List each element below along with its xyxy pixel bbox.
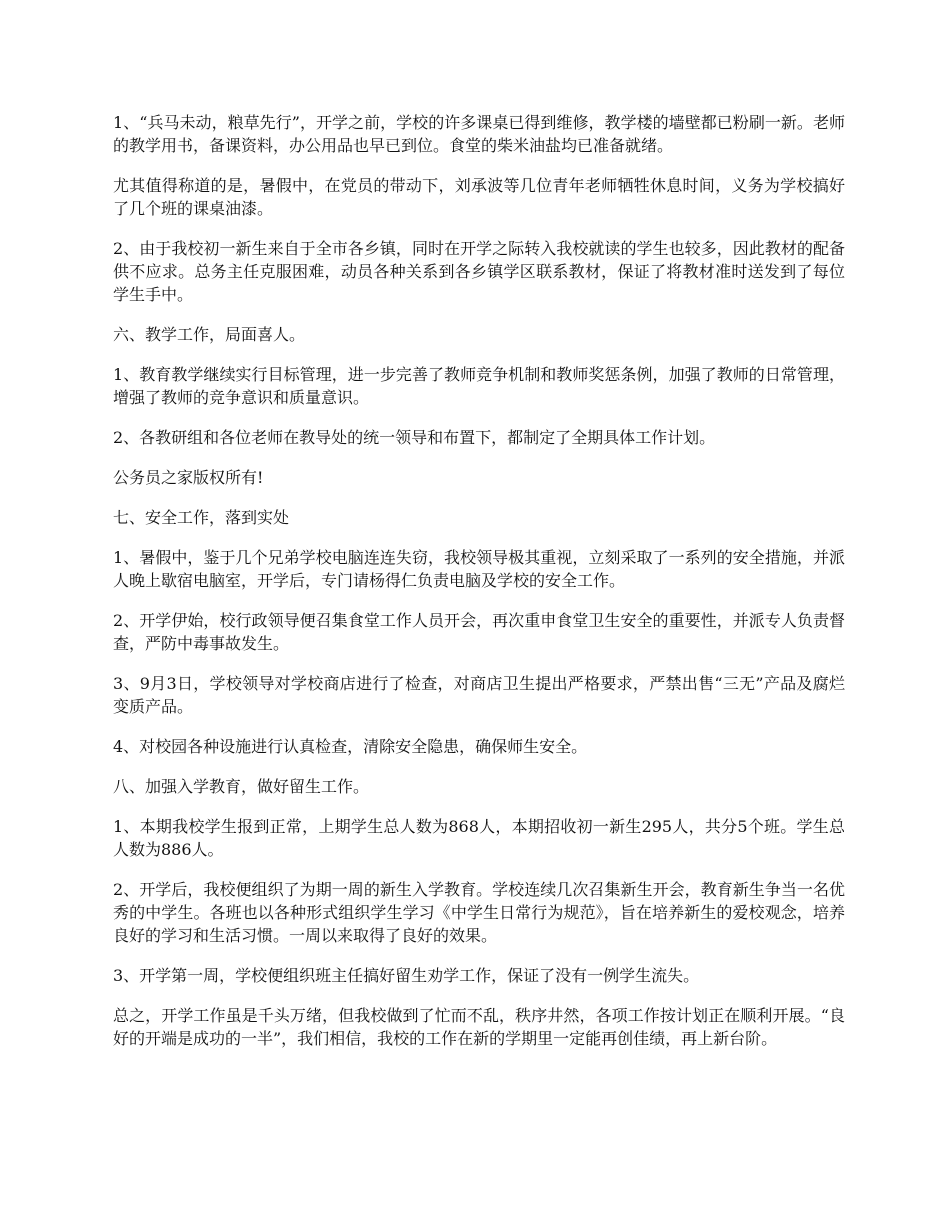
paragraph-safety-1: 1、暑假中，鉴于几个兄弟学校电脑连连失窃，我校领导极其重视，立刻采取了一系列的安全措施，并派人晚上歇宿电脑室，开学后，专门请杨得仁负责电脑及学校的安全工作。 <box>113 548 845 590</box>
paragraph-prep-1: 1、“兵马未动，粮草先行”，开学之前，学校的许多课桌已得到维修，教学楼的墙壁都已粉刷一新。老师的教学用书，备课资料，办公用品也早已到位。食堂的柴米油盐均已准备就绪。 <box>113 113 845 155</box>
copyright-note: 公务员之家版权所有! <box>113 468 264 487</box>
section-heading-safety: 七、安全工作，落到实处 <box>113 508 290 527</box>
paragraph-safety-3: 3、9月3日，学校领导对学校商店进行了检查，对商店卫生提出严格要求，严禁出售“三无”产品及腐烂变质产品。 <box>113 674 845 716</box>
paragraph-conclusion: 总之，开学工作虽是千头万绪，但我校做到了忙而不乱，秩序井然，各项工作按计划正在顺利开展。“良好的开端是成功的一半”，我们相信，我校的工作在新的学期里一定能再创佳绩，再上新台阶。 <box>113 1006 845 1048</box>
paragraph-enrollment-1: 1、本期我校学生报到正常，上期学生总人数为868人，本期招收初一新生295人，共分5个班。学生总人数为886人。 <box>113 817 845 859</box>
paragraph-enrollment-3: 3、开学第一周，学校便组织班主任搞好留生劝学工作，保证了没有一例学生流失。 <box>113 966 700 985</box>
paragraph-prep-praise: 尤其值得称道的是，暑假中，在党员的带动下，刘承波等几位青年老师牺牲休息时间，义务为学校搞好了几个班的课桌油漆。 <box>113 176 845 218</box>
paragraph-prep-2: 2、由于我校初一新生来自于全市各乡镇，同时在开学之际转入我校就读的学生也较多，因此教材的配备供不应求。总务主任克服困难，动员各种关系到各乡镇学区联系教材，保证了将教材准时送发到了每位学生手中。 <box>113 239 845 304</box>
document-body <box>113 111 845 1067</box>
section-heading-teaching: 六、教学工作，局面喜人。 <box>113 325 306 344</box>
paragraph-enrollment-2: 2、开学后，我校便组织了为期一周的新生入学教育。学校连续几次召集新生开会，教育新生争当一名优秀的中学生。各班也以各种形式组织学生学习《中学生日常行为规范》，旨在培养新生的爱校观念，培养良好的学习和生活习惯。一周以来取得了良好的效果。 <box>113 880 845 945</box>
section-heading-enrollment: 八、加强入学教育，做好留生工作。 <box>113 777 370 796</box>
paragraph-safety-4: 4、对校园各种设施进行认真检查，清除安全隐患，确保师生安全。 <box>113 737 588 756</box>
paragraph-safety-2: 2、开学伊始，校行政领导便召集食堂工作人员开会，再次重申食堂卫生安全的重要性，并派专人负责督查，严防中毒事故发生。 <box>113 611 845 653</box>
paragraph-teaching-2: 2、各教研组和各位老师在教导处的统一领导和布置下，都制定了全期具体工作计划。 <box>113 428 716 447</box>
paragraph-teaching-1: 1、教育教学继续实行目标管理，进一步完善了教师竞争机制和教师奖惩条例，加强了教师的日常管理，增强了教师的竞争意识和质量意识。 <box>113 365 845 407</box>
